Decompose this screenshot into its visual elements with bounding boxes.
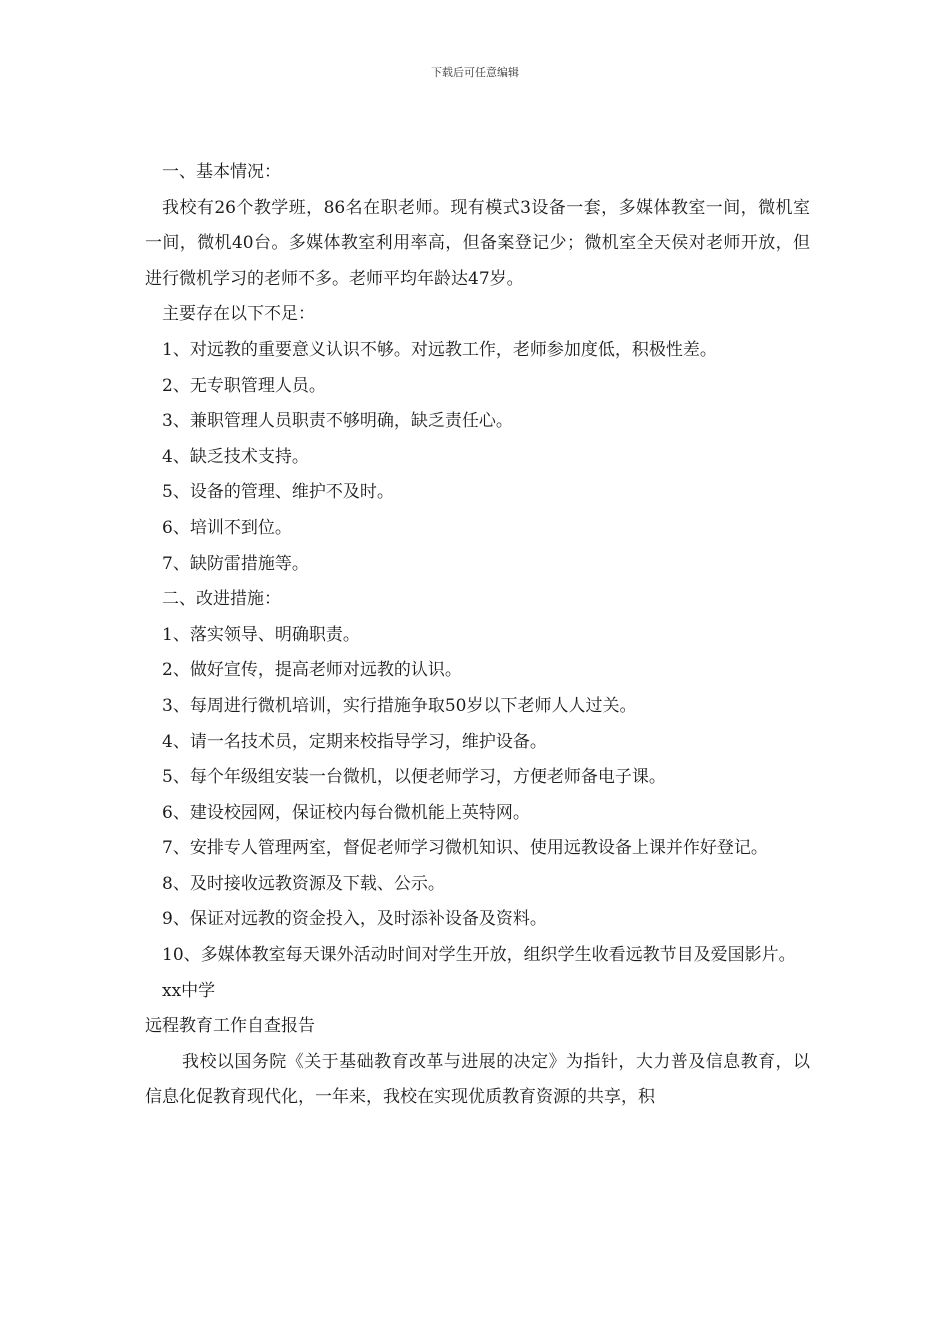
list-item-improvement-9: 9、保证对远教的资金投入，及时添补设备及资料。 [162, 909, 547, 930]
paragraph-report-intro: 我校以国务院《关于基础教育改革与进展的决定》为指针，大力普及信息教育，以信息化促教育现代化，一年来，我校在实现优质教育资源的共享，积 [145, 1051, 810, 1108]
page-header: 下载后可任意编辑 [431, 66, 519, 79]
list-item-improvement-2: 2、做好宣传，提高老师对远教的认识。 [162, 660, 462, 681]
list-item-improvement-1: 1、落实领导、明确职责。 [162, 624, 360, 645]
list-item-improvement-5: 5、每个年级组安装一台微机，以便老师学习，方便老师备电子课。 [162, 767, 666, 788]
list-item-improvement-8: 8、及时接收远教资源及下载、公示。 [162, 873, 445, 894]
list-item-shortcoming-3: 3、兼职管理人员职责不够明确，缺乏责任心。 [162, 411, 513, 432]
section-heading-improvements: 二、改进措施： [162, 589, 281, 610]
paragraph-school-overview: 我校有26个教学班，86名在职老师。现有模式3设备一套，多媒体教室一间，微机室一间，微机40台。多媒体教室利用率高，但备案登记少；微机室全天侯对老师开放，但进行微机学习的老师不多。老师平均年龄达47岁。 [145, 197, 810, 289]
list-item-shortcoming-1: 1、对远教的重要意义认识不够。对远教工作，老师参加度低，积极性差。 [162, 339, 717, 360]
list-item-improvement-4: 4、请一名技术员，定期来校指导学习，维护设备。 [162, 731, 547, 752]
section-heading-basic-situation: 一、基本情况： [162, 162, 281, 182]
list-item-shortcoming-7: 7、缺防雷措施等。 [162, 553, 309, 574]
list-item-shortcoming-2: 2、无专职管理人员。 [162, 375, 326, 396]
list-item-shortcoming-6: 6、培训不到位。 [162, 517, 292, 538]
document-body [145, 155, 810, 1116]
list-item-improvement-7: 7、安排专人管理两室，督促老师学习微机知识、使用远教设备上课并作好登记。 [162, 838, 768, 859]
list-item-improvement-10: 10、多媒体教室每天课外活动时间对学生开放，组织学生收看远教节目及爱国影片。 [162, 945, 796, 966]
list-item-improvement-6: 6、建设校园网，保证校内每台微机能上英特网。 [162, 802, 530, 823]
list-item-shortcoming-5: 5、设备的管理、维护不及时。 [162, 482, 394, 503]
report-title: 远程教育工作自查报告 [145, 1016, 315, 1037]
list-item-improvement-3: 3、每周进行微机培训，实行措施争取50岁以下老师人人过关。 [162, 695, 637, 716]
paragraph-shortcomings-intro: 主要存在以下不足： [162, 304, 315, 325]
list-item-shortcoming-4: 4、缺乏技术支持。 [162, 446, 309, 467]
signature-school-name: xx中学 [162, 980, 216, 1001]
